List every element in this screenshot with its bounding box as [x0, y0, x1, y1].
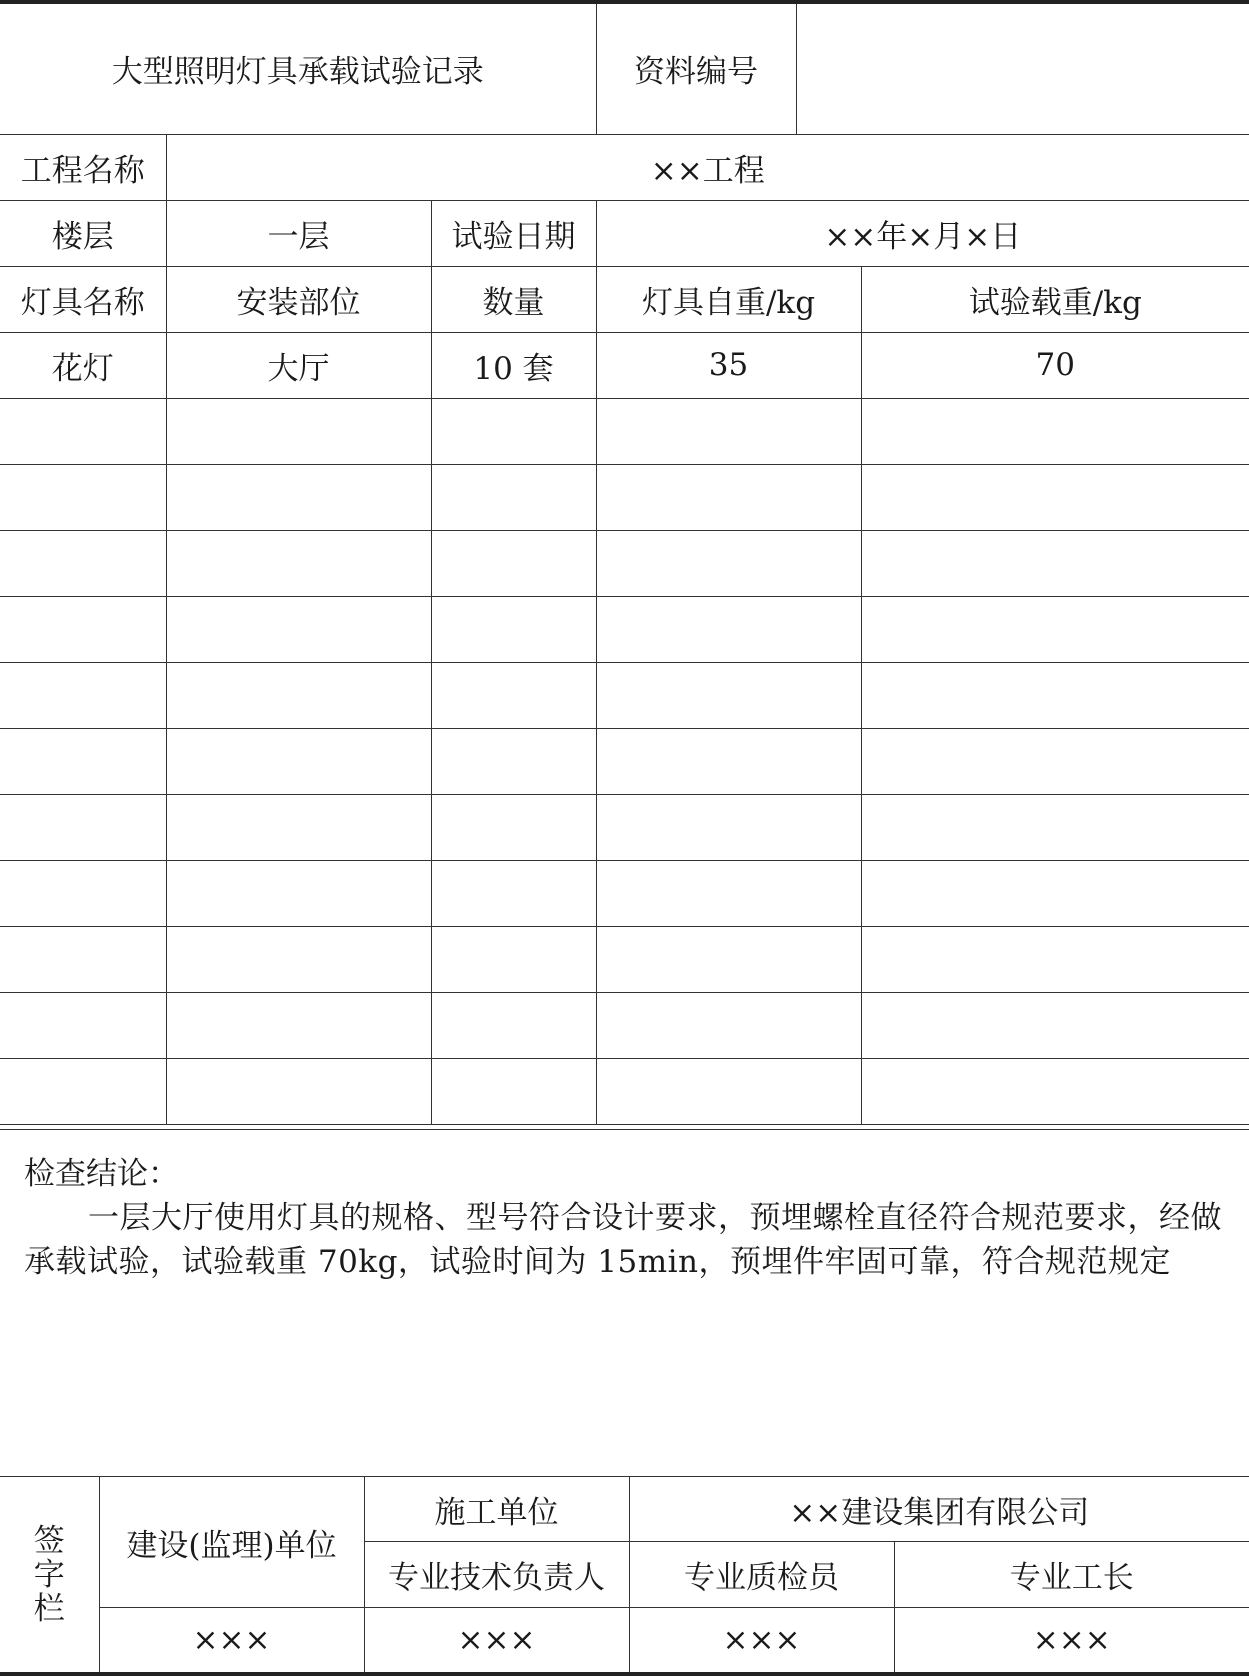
tech-lead-label: 专业技术负责人	[364, 1542, 629, 1608]
table-row	[0, 992, 1249, 1058]
location-cell[interactable]	[166, 992, 431, 1058]
quantity-cell[interactable]	[431, 794, 596, 860]
col-header-location: 安装部位	[166, 266, 431, 332]
location-cell[interactable]	[166, 728, 431, 794]
contractor-label: 施工单位	[364, 1477, 629, 1542]
location-cell[interactable]	[166, 530, 431, 596]
fixture-name-cell[interactable]	[0, 992, 166, 1058]
test-load-cell[interactable]	[861, 794, 1249, 860]
test-date-value[interactable]: ××年×月×日	[596, 200, 1249, 266]
conclusion-text[interactable]: 一层大厅使用灯具的规格、型号符合设计要求，预埋螺栓直径符合规范要求，经做承载试验，试验载重 70kg，试验时间为 15min，预埋件牢固可靠，符合规范规定	[24, 1200, 1222, 1280]
col-header-quantity: 数量	[431, 266, 596, 332]
table-row	[0, 530, 1249, 596]
fixture-name-cell[interactable]	[0, 596, 166, 662]
fixture-name-cell[interactable]	[0, 530, 166, 596]
self-weight-cell[interactable]: 35	[596, 332, 861, 398]
self-weight-cell[interactable]	[596, 1058, 861, 1124]
column-header-row	[0, 266, 1249, 332]
foreman-signature[interactable]: ×××	[894, 1608, 1249, 1673]
fixture-name-cell[interactable]: 花灯	[0, 332, 166, 398]
doc-no-value[interactable]	[796, 4, 1249, 134]
quantity-cell[interactable]	[431, 992, 596, 1058]
col-header-self-weight: 灯具自重/kg	[596, 266, 861, 332]
qc-inspector-label: 专业质检员	[629, 1542, 894, 1608]
foreman-label: 专业工长	[894, 1542, 1249, 1608]
self-weight-cell[interactable]	[596, 926, 861, 992]
test-load-cell[interactable]	[861, 728, 1249, 794]
test-record-table	[0, 4, 1249, 1125]
test-load-cell[interactable]	[861, 398, 1249, 464]
fixture-name-cell[interactable]	[0, 794, 166, 860]
quantity-cell[interactable]	[431, 860, 596, 926]
self-weight-cell[interactable]	[596, 530, 861, 596]
test-load-cell[interactable]	[861, 464, 1249, 530]
signature-section-label: 签 字 栏	[0, 1477, 99, 1673]
location-cell[interactable]	[166, 662, 431, 728]
table-row	[0, 728, 1249, 794]
location-cell[interactable]	[166, 794, 431, 860]
self-weight-cell[interactable]	[596, 398, 861, 464]
signature-table	[0, 1476, 1249, 1673]
doc-no-label: 资料编号	[596, 4, 796, 134]
self-weight-cell[interactable]	[596, 794, 861, 860]
qc-inspector-signature[interactable]: ×××	[629, 1608, 894, 1673]
test-load-cell[interactable]	[861, 992, 1249, 1058]
quantity-cell[interactable]	[431, 530, 596, 596]
owner-signature[interactable]: ×××	[99, 1608, 364, 1673]
inspection-conclusion	[0, 1129, 1249, 1476]
quantity-cell[interactable]	[431, 728, 596, 794]
project-name-value[interactable]: ××工程	[166, 134, 1249, 200]
table-row	[0, 926, 1249, 992]
quantity-cell[interactable]: 10 套	[431, 332, 596, 398]
test-load-cell[interactable]	[861, 662, 1249, 728]
table-row	[0, 662, 1249, 728]
test-load-cell[interactable]	[861, 860, 1249, 926]
location-cell[interactable]	[166, 860, 431, 926]
table-row	[0, 794, 1249, 860]
fixture-name-cell[interactable]	[0, 662, 166, 728]
quantity-cell[interactable]	[431, 1058, 596, 1124]
owner-unit-label: 建设(监理)单位	[99, 1477, 364, 1608]
conclusion-label: 检查结论：	[24, 1156, 179, 1192]
test-load-cell[interactable]	[861, 926, 1249, 992]
quantity-cell[interactable]	[431, 398, 596, 464]
fixture-name-cell[interactable]	[0, 1058, 166, 1124]
col-header-test-load: 试验载重/kg	[861, 266, 1249, 332]
floor-label: 楼层	[0, 200, 166, 266]
fixture-name-cell[interactable]	[0, 926, 166, 992]
test-load-cell[interactable]	[861, 596, 1249, 662]
table-row	[0, 464, 1249, 530]
bottom-rule	[0, 1672, 1249, 1676]
test-load-cell[interactable]	[861, 530, 1249, 596]
self-weight-cell[interactable]	[596, 596, 861, 662]
contractor-value[interactable]: ××建设集团有限公司	[629, 1477, 1249, 1542]
location-cell[interactable]: 大厅	[166, 332, 431, 398]
test-load-cell[interactable]: 70	[861, 332, 1249, 398]
floor-value[interactable]: 一层	[166, 200, 431, 266]
self-weight-cell[interactable]	[596, 464, 861, 530]
quantity-cell[interactable]	[431, 464, 596, 530]
table-row	[0, 1058, 1249, 1124]
location-cell[interactable]	[166, 596, 431, 662]
self-weight-cell[interactable]	[596, 662, 861, 728]
table-row	[0, 398, 1249, 464]
table-row	[0, 332, 1249, 398]
test-load-cell[interactable]	[861, 1058, 1249, 1124]
location-cell[interactable]	[166, 926, 431, 992]
location-cell[interactable]	[166, 398, 431, 464]
self-weight-cell[interactable]	[596, 992, 861, 1058]
test-date-label: 试验日期	[431, 200, 596, 266]
fixture-name-cell[interactable]	[0, 398, 166, 464]
quantity-cell[interactable]	[431, 926, 596, 992]
self-weight-cell[interactable]	[596, 728, 861, 794]
tech-lead-signature[interactable]: ×××	[364, 1608, 629, 1673]
fixture-name-cell[interactable]	[0, 464, 166, 530]
self-weight-cell[interactable]	[596, 860, 861, 926]
fixture-name-cell[interactable]	[0, 860, 166, 926]
quantity-cell[interactable]	[431, 596, 596, 662]
location-cell[interactable]	[166, 1058, 431, 1124]
quantity-cell[interactable]	[431, 662, 596, 728]
location-cell[interactable]	[166, 464, 431, 530]
fixture-name-cell[interactable]	[0, 728, 166, 794]
form-title: 大型照明灯具承载试验记录	[0, 4, 596, 134]
project-name-label: 工程名称	[0, 134, 166, 200]
table-row	[0, 860, 1249, 926]
table-row	[0, 596, 1249, 662]
col-header-fixture-name: 灯具名称	[0, 266, 166, 332]
